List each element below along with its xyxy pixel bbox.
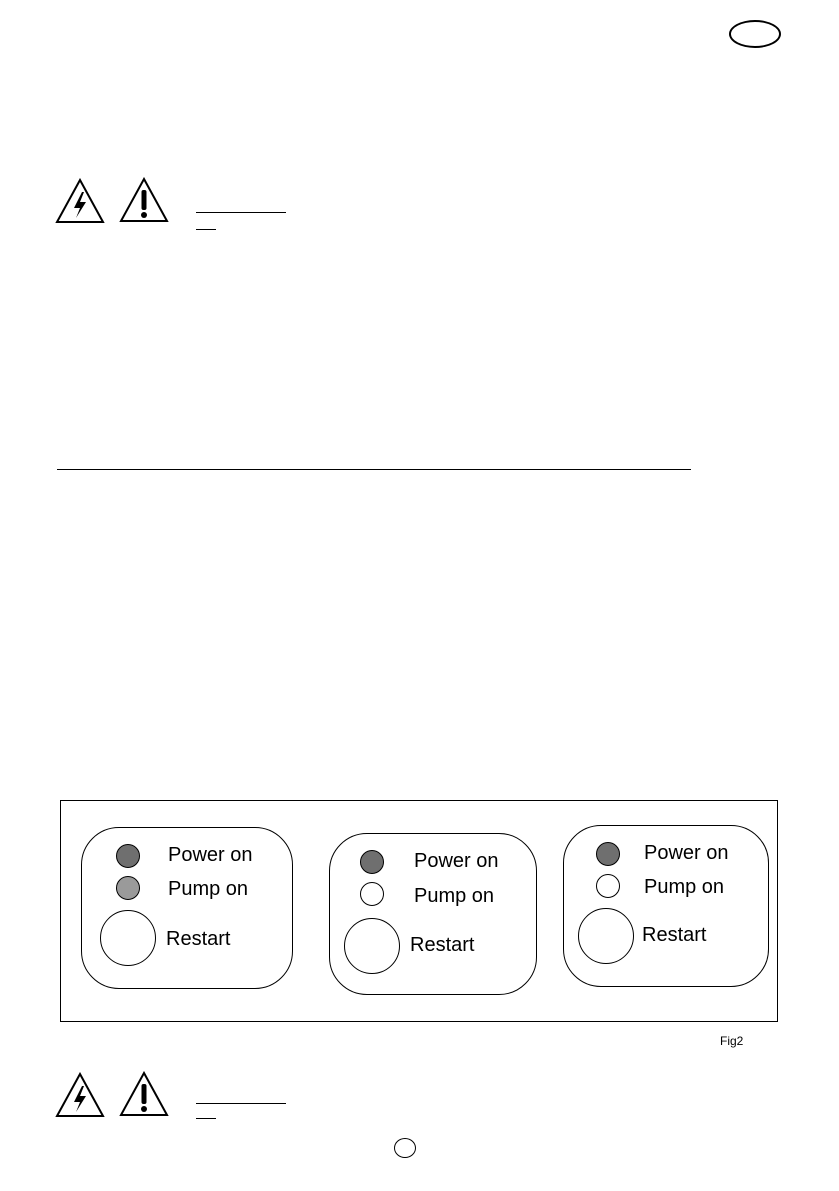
power-led	[116, 844, 140, 868]
electric-shock-warning-icon	[55, 1072, 105, 1118]
page-marker-oval	[394, 1138, 416, 1158]
power-label: Power on	[644, 842, 729, 864]
pump-label: Pump on	[644, 876, 725, 898]
pump-label: Pump on	[168, 878, 249, 900]
control-panel-state-1	[81, 827, 293, 989]
control-panel-figure	[60, 800, 778, 1022]
control-panel-state-2	[329, 833, 537, 995]
pump-led	[116, 876, 140, 900]
restart-label: Restart	[642, 924, 707, 946]
power-led	[360, 850, 384, 874]
electric-shock-warning-icon	[55, 178, 105, 224]
figure-caption: Fig2	[720, 1034, 744, 1048]
control-panel-state-3	[563, 825, 769, 987]
pump-led	[596, 874, 620, 898]
power-label: Power on	[168, 844, 253, 866]
restart-button[interactable]	[578, 908, 634, 964]
power-led	[596, 842, 620, 866]
warning-heading-underline	[196, 1103, 286, 1104]
restart-button[interactable]	[100, 910, 156, 966]
section-divider	[57, 469, 691, 470]
caution-exclamation-icon	[119, 177, 169, 223]
restart-label: Restart	[410, 934, 475, 956]
restart-label: Restart	[166, 928, 231, 950]
warning-subline	[196, 229, 216, 230]
pump-label: Pump on	[414, 885, 495, 907]
power-label: Power on	[414, 850, 499, 872]
warning-subline	[196, 1118, 216, 1119]
caution-exclamation-icon	[119, 1071, 169, 1117]
restart-button[interactable]	[344, 918, 400, 974]
pump-led	[360, 882, 384, 906]
warning-heading-underline	[196, 212, 286, 213]
language-marker-oval	[729, 20, 781, 48]
